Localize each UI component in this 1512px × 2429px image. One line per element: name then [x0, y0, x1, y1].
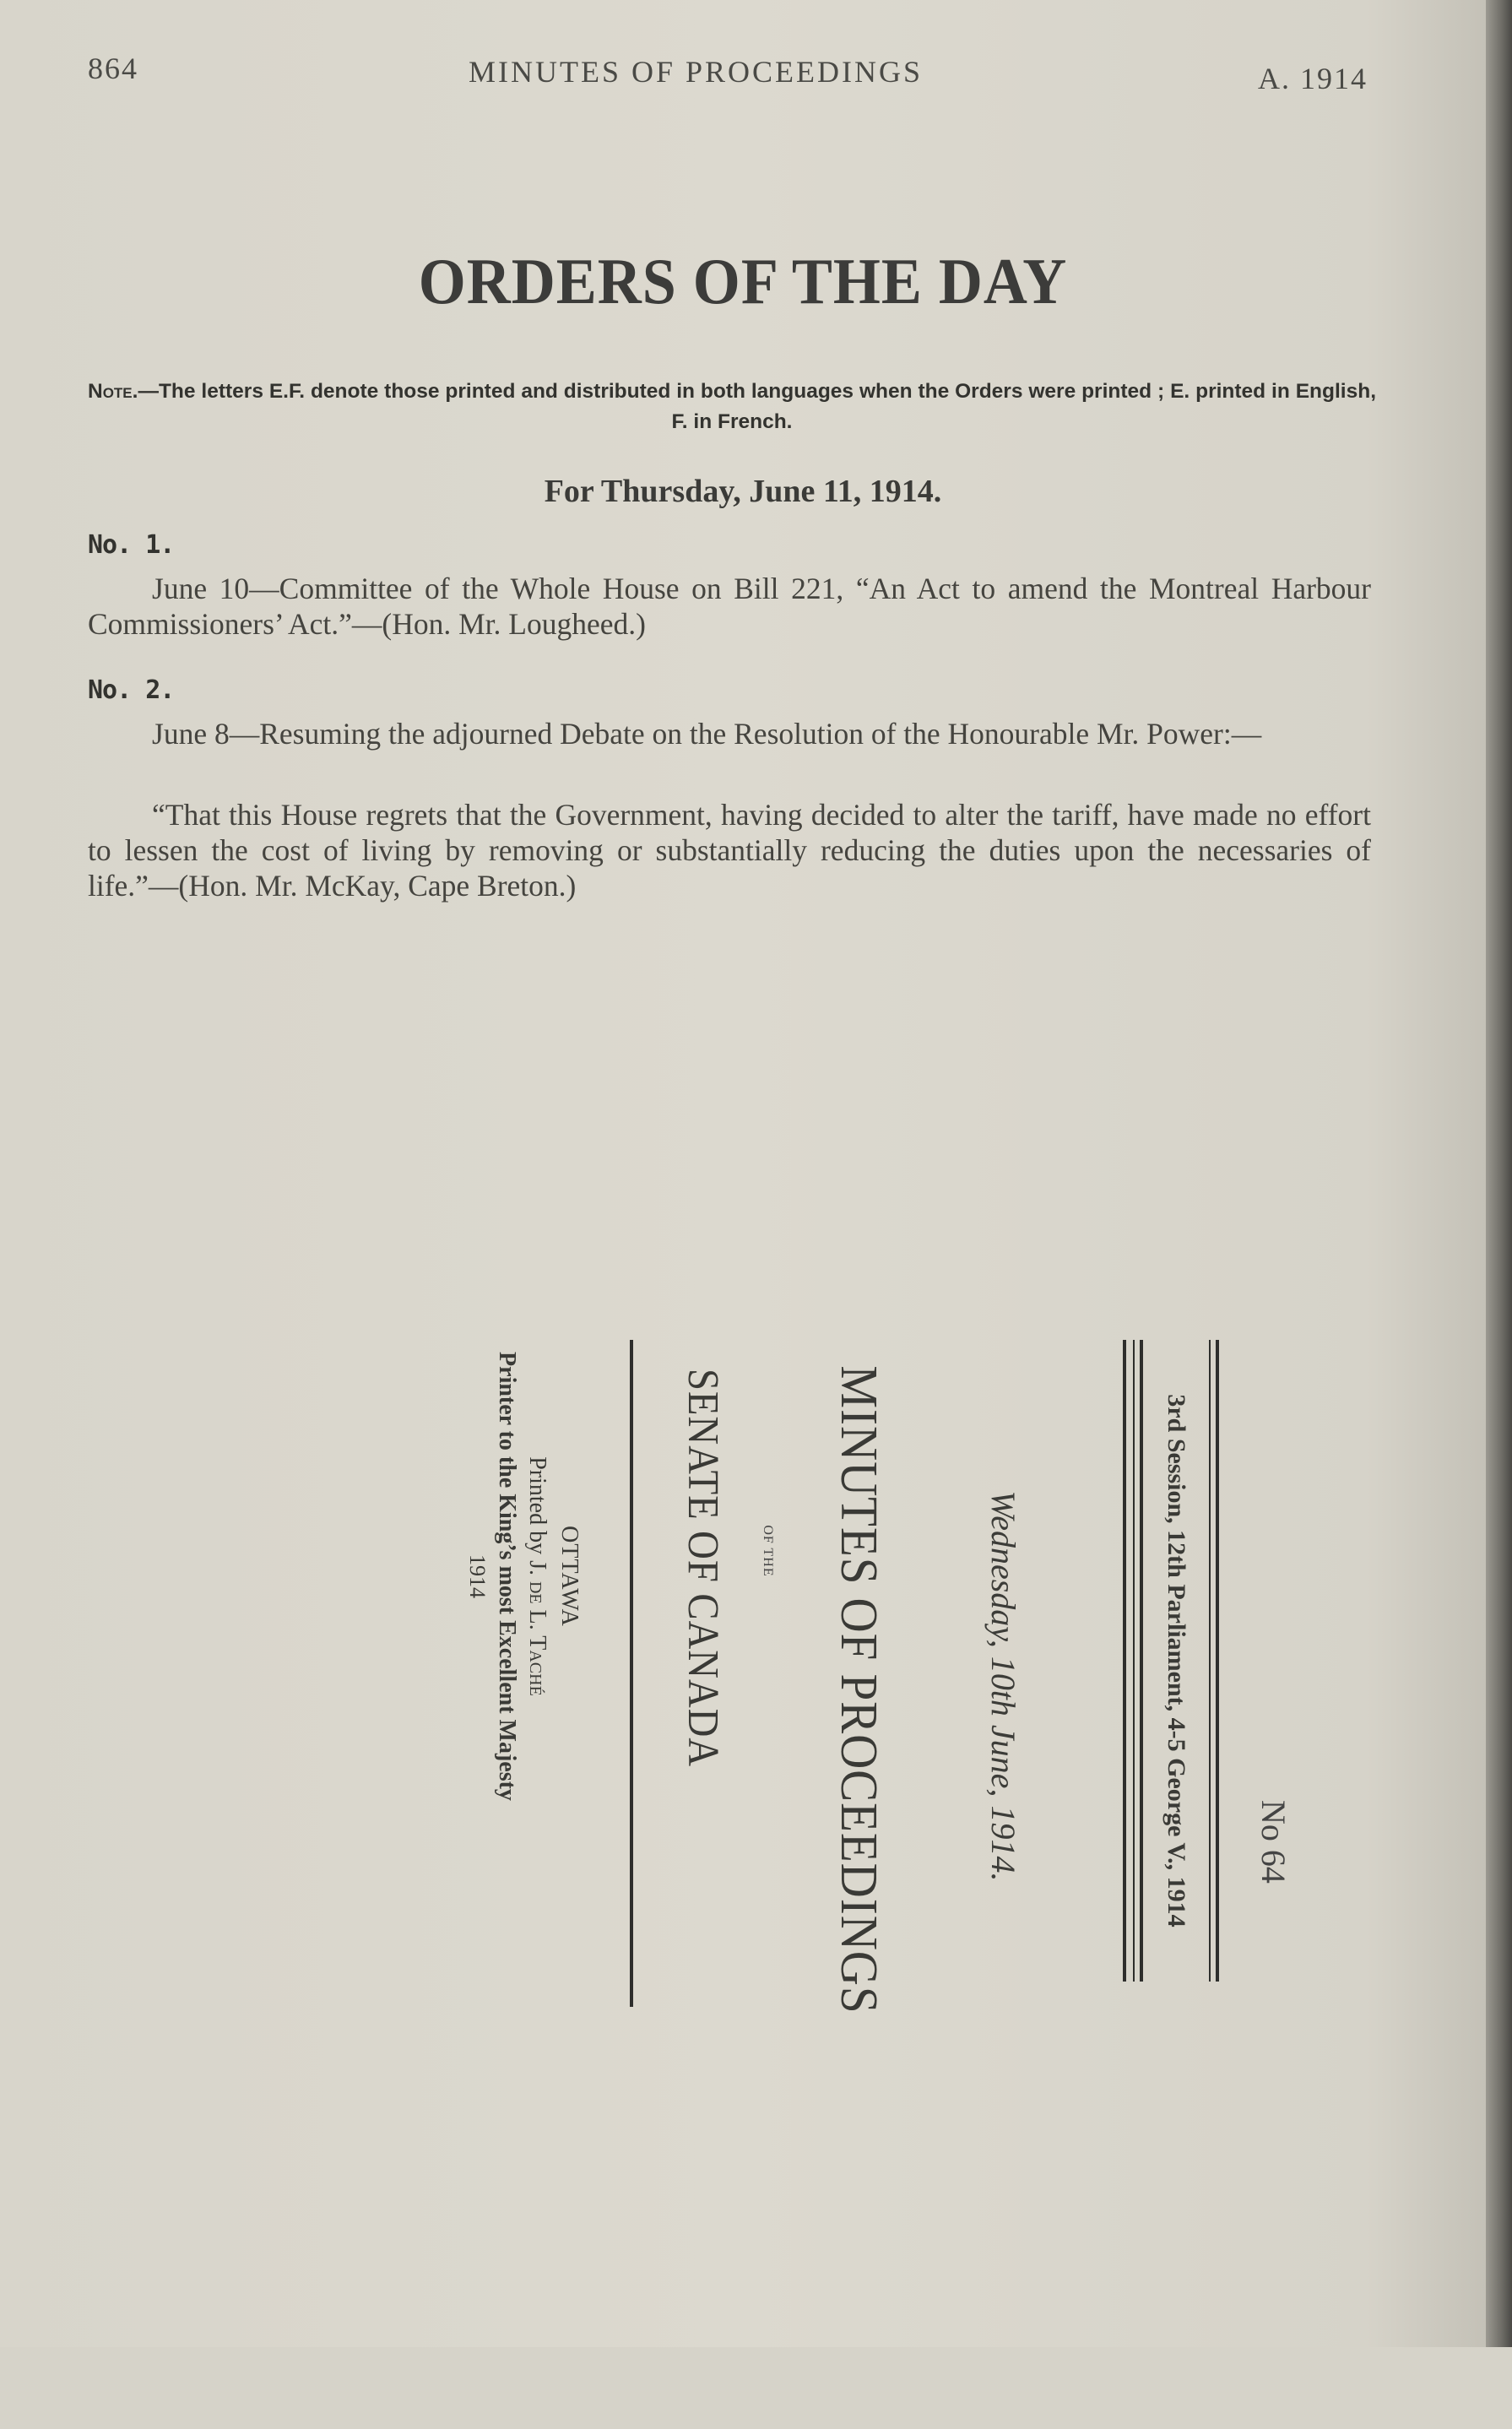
printer-name: de L. Taché	[524, 1580, 550, 1696]
cover-place: OTTAWA	[556, 1526, 583, 1627]
item-text: June 10—Committee of the Whole House on Bill 221, “An Act to amend the Montreal Harbour Commissioners’ Act.”—(Hon. Mr. Lougheed.)	[88, 572, 1371, 641]
item-number: No. 1.	[88, 530, 175, 560]
date-heading: For Thursday, June 11, 1914.	[544, 474, 942, 509]
note-text: —The letters E.F. denote those printed and distributed in both languages when the Orders were printed ; E. printed in English, F. in French.	[138, 380, 1376, 433]
item-quote: “That this House regrets that the Government, having decided to alter the tariff, have made no effort to lessen the cost of living by removing or substantially reducing the duties upon the necessaries of life.”—(Hon. Mr. McKay, Cape Breton.)	[88, 798, 1371, 903]
rotated-cover-panel	[464, 1340, 1292, 2429]
cover-session: 3rd Session, 12th Parliament, 4-5 George V., 1914	[1162, 1394, 1190, 1927]
item-text: June 8—Resuming the adjourned Debate on the Resolution of the Honourable Mr. Power:—	[152, 717, 1262, 751]
running-title: MINUTES OF PROCEEDINGS	[469, 55, 924, 89]
orders-of-the-day-title: ORDERS OF THE DAY	[418, 244, 1068, 318]
cover-rule	[1209, 1340, 1211, 1982]
cover-of-the: OF THE	[761, 1525, 775, 1577]
cover-number: No 64	[1255, 1800, 1293, 1884]
cover-printer-role: Printer to the King’s most Excellent Majesty	[494, 1352, 520, 1801]
page-binding-edge	[1486, 0, 1512, 2347]
cover-rule	[630, 1340, 633, 2007]
cover-year: 1914	[465, 1554, 490, 1598]
cover-date: Wednesday, 10th June, 1914.	[984, 1490, 1022, 1882]
cover-rule	[1123, 1340, 1126, 1982]
orders-note	[88, 377, 1376, 437]
page-number: 864	[88, 52, 138, 85]
cover-title: MINUTES OF PROCEEDINGS	[830, 1365, 887, 2014]
cover-rule	[1140, 1340, 1143, 1982]
printed-by-label: Printed by J.	[524, 1456, 550, 1581]
item-number: No. 2.	[88, 675, 175, 705]
cover-rule	[1133, 1340, 1135, 1982]
cover-printed-by	[523, 1340, 550, 1813]
cover-senate: SENATE OF CANADA	[679, 1368, 727, 1768]
cover-rule	[1216, 1340, 1219, 1982]
running-year: A. 1914	[1258, 62, 1368, 95]
note-lead: Note.	[88, 380, 138, 403]
